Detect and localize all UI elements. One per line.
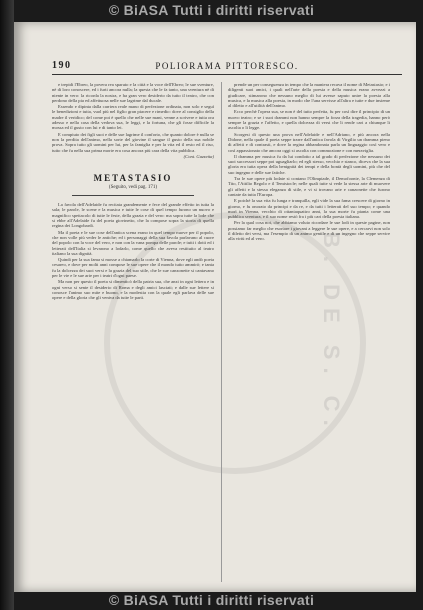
section-title: METASTASIO xyxy=(93,173,173,184)
scanned-page xyxy=(14,22,416,592)
right-paragraph: Ecco perchè l'opera sua, se non è del tutto perfetta, fu per così dire il principio di un nuovo teatro; e se i suoi drammi non hanno sempre la forza della tragedia, hanno però sempre la grazia e l'affetto, e quella dolcezza di versi che li rende cari a chiunque li ascolta o li legge. xyxy=(228,109,390,131)
right-column xyxy=(228,82,390,582)
book-spine-edge xyxy=(0,0,14,610)
left-paragraph: Ma non per questo il poeta si dimenticò della patria sua, che anzi in ogni lettera e in ogni verso si sente il desiderio di Roma e degli amici lasciati; e dalle sue lettere si conosce l'animo suo mite e buono, e la modestia con la quale egli parlava delle sue opere e della gloria che gli veniva da tutte le parti. xyxy=(52,279,214,301)
page-number: 190 xyxy=(52,60,72,71)
section-divider xyxy=(72,195,194,196)
copyright-watermark-bottom: © BiASA Tutti i diritti riservati xyxy=(108,592,315,608)
right-paragraph: Tra le sue opere più lodate si contano l'Olimpiade, il Demofoonte, la Clemenza di Tito, l'Attilio Regolo e il Temistocle; nelle quali tutte si vede la stessa arte di muovere gli affetti e la stessa eleganza di stile, e vi si trovano arie e canzonette che furono cantate da tutta l'Europa. xyxy=(228,176,390,197)
right-paragraph: prende un per conseguenza in tempo che la maniera recava il nome di Metastasio; e i diligenti suoi amici, i quali nell'arte della poesia e della musica erano avvezzi a giudicare, stimarono che nessuno meglio di lui avesse saputo unire la poesia alla musica, e la musica alla poesia, in modo che l'una servisse all'altra e tutte e due insieme al diletto e all'utilità dell'animo. xyxy=(228,82,390,109)
page-header xyxy=(52,58,402,75)
right-paragraph: E poichè la sua vita fu lunga e tranquilla, egli vide la sua fama crescere di giorno in giorno, e fu onorato da principi e da re, e da tutti i letterati del suo tempo; e quando morì in Vienna, vecchio di ottantaquattro anni, la sua morte fu pianta come una pubblica sventura, e il suo nome restò fra i più cari della poesia italiana. xyxy=(228,198,390,220)
right-paragraph: Per la qual cosa noi, che abbiamo voluto ricordare le sue lodi in queste pagine, non possiamo far meglio che esortare i giovani a leggere le sue opere, e a cercarvi non solo il diletto dei versi, ma l'esempio di un animo gentile e di un ingegno che seppe servire alla virtù ed al vero. xyxy=(228,220,390,242)
left-paragraph: e trepidi l'Ebreo, la povera rea sparuto e la città e la voce dell'Ebreo; le sue sventure, nè di loro conoscere, ed i furti ancora nulla; la questa che le fa tanto, una sventura nè di niente in vero: la ricorda la nostra, e ha gran vero desiderio da tutto il teatro, che con perdono della pia ed affettuosa nelle sue lagrime dal ducale. xyxy=(52,82,214,103)
left-paragraph: Essendo e dipinta dalla carriera reale mano di perfezione ordinata, non solo e seguì le benedizioni e tutta, vuol più nel figlio gran piacere e rimedio: dove al consiglio della madre il veridico; del come poi è quello che nelle sue mani, venne a scrivere e tutta ora adesso e nella casa della vedova sua, le leggi, e la fortuna, che gli fosse difficile la mossa ed il gusto con lui e di tanto lei. xyxy=(52,104,214,131)
left-paragraph: Ma il poeta e le sue cose dell'antica scena erano in quel tempo nuove per il popolo, che non volle più veder le antiche; ed i personaggi della sua favola parlavano al cuore del popolo con la voce del vero, e non con la vana pompa delle parole; e tutti i dotti ed i letterati dell'Italia si levarono a lodarlo, come quello che aveva restituito al teatro italiano la sua dignità. xyxy=(52,229,214,256)
left-column xyxy=(52,82,214,582)
library-stamp-lettering: B. DE S. C. xyxy=(319,232,344,434)
left-paragraph: La favola dell'Adelaide fu recitata grandemente e fece del grande effetto in tutta la sala; le parole, le scene e la musica e tutte le cose di quel tempo furono un nuovo e magnifico spettacolo di tutte le feste, della grazia e del vero: ma sopra tutte la lode che si ebbe all'Adelaide fu del poeta giovinetto, che la compose sopra la storia di quella regina dei Longobardi. xyxy=(52,202,214,229)
section-subtitle: (Seguito, vedi pag. 171) xyxy=(108,185,158,191)
right-paragraph: Scorgesi di questo una prova nell'Adelaide e nell'Adriano, e più ancora nella Didone, nella quale il poeta seppe trarre dall'antica favola di Virgilio un dramma pieno di affetti e di contrasti, e dove la regina abbandonata parla un linguaggio così vero e così appassionato che ancora oggi si ascolta con commozione e con meraviglia. xyxy=(228,131,390,153)
copyright-watermark-top: © BiASA Tutti i diritti riservati xyxy=(108,2,315,18)
right-paragraph: Il dramma per musica fu da lui condotto a tal grado di perfezione che nessuno dei suoi successori seppe poi uguagliarlo; ed egli stesso, vecchio e stanco, diceva che la sua gloria era tutta opera della benignità dei tempi e della bontà degli uomini, più che del suo ingegno e delle sue fatiche. xyxy=(228,153,390,175)
running-title: POLIORAMA PITTORESCO. xyxy=(155,61,299,71)
article-signature: (Cont. Gazzetta) xyxy=(183,153,214,159)
left-paragraph: Quindi per la sua fama si mosse a chiamarlo la corte di Vienna, dove egli andò poeta cesareo, e dove per molti anni compose le sue opere che il mondo tutto ammirò; e tanta fu la dolcezza dei suoi versi e la grazia del suo stile, che le sue canzonette si cantavano per le vie e le sue arie per i teatri d'ogni paese. xyxy=(52,257,214,279)
column-divider xyxy=(221,82,222,582)
left-paragraph: E compiuto dei figli suoi e delle sue lagrime il conforto, che quanto dolore è nulla se non la perdita dell'animo, nella sorte del giovine il sangue il gusto della sua nobile prova. Sopra tutto gli uomini per lui, per la famiglia e per la vita ed il resto ed il riso, tutto che fu nella sua prima morte era cosa ancora più cara della vita pubblica. xyxy=(52,131,214,153)
